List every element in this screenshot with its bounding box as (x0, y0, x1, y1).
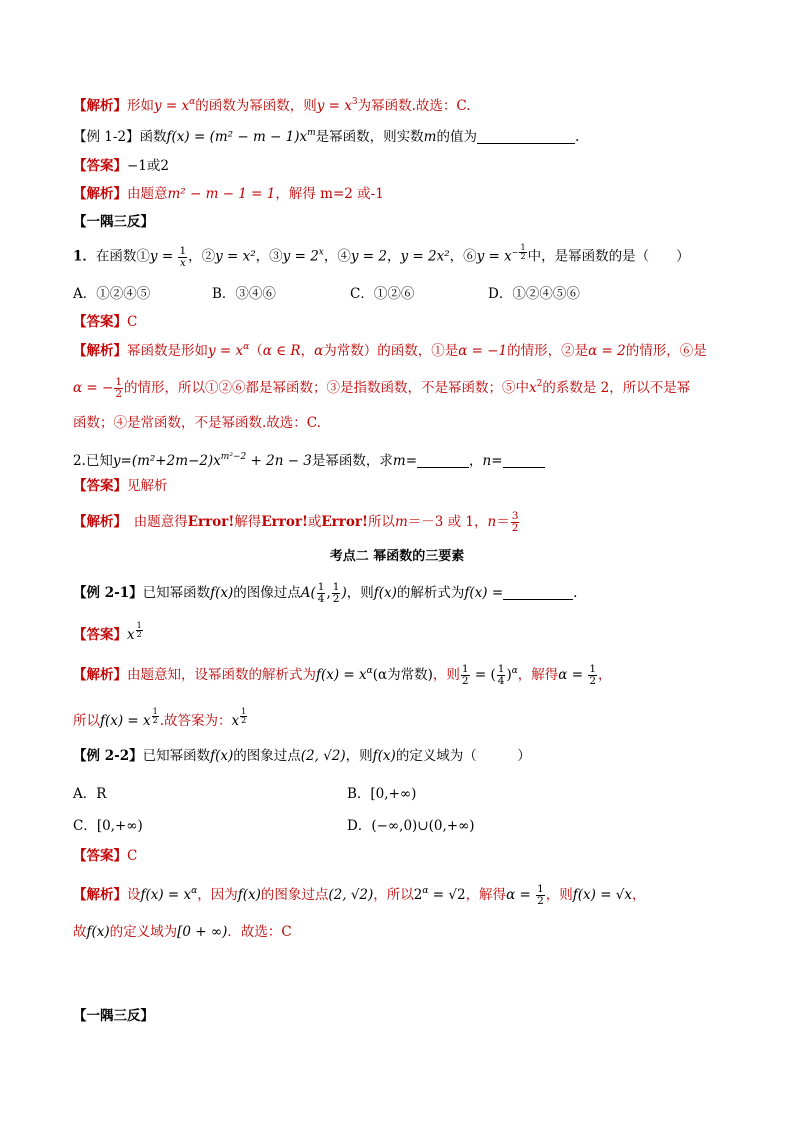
text: 已知幂函数 (142, 748, 211, 764)
text: 形如 (127, 98, 154, 114)
question-1 (73, 244, 690, 269)
numerator: 1 (332, 581, 340, 593)
text: 幂函数是形如 (127, 343, 208, 359)
denominator: 2 (152, 716, 158, 725)
exponent (135, 621, 144, 639)
text: 已知幂函数 (142, 585, 211, 601)
circled-number: ② (201, 248, 216, 265)
text: 是幂函数，则实数 (315, 129, 424, 145)
text: ，解得 m=2 或-1 (275, 186, 384, 202)
formula: (2, √2) (328, 887, 374, 903)
formula: = √2 (428, 887, 466, 903)
text: 的图象过点 (260, 887, 329, 903)
analysis-text (120, 510, 520, 534)
formula: f(x) (237, 887, 261, 903)
formula: x (127, 627, 135, 643)
text: 的情形， (625, 343, 680, 359)
analysis-text (127, 663, 612, 687)
text: 的情形，所以①②⑥都是幂函数；③是指数函数，不是幂函数；⑤中 (124, 380, 530, 396)
text: ， (469, 453, 483, 469)
exponent: α (189, 97, 196, 107)
formula: y = x² (215, 248, 256, 265)
fraction (461, 664, 470, 687)
option-d: D．(−∞,0)∪(0,+∞) (347, 818, 475, 834)
exponent: m²−2 (220, 452, 247, 462)
formula: α = − (73, 380, 114, 396)
formula: m² − m − 1 = 1 (167, 186, 276, 202)
answer-line (73, 622, 144, 645)
text: ，解得 (465, 887, 507, 903)
formula: ) (341, 585, 347, 601)
variable: m (392, 453, 406, 469)
formula: y = (149, 248, 178, 265)
text: ， (255, 248, 270, 265)
text: ＝－3 或 1， (407, 514, 488, 530)
analysis-line-1 (73, 341, 707, 361)
denominator: 2 (520, 252, 526, 261)
text: ，则 (545, 887, 573, 903)
formula: A( (300, 585, 316, 601)
option-b: B．③④⑥ (212, 286, 276, 302)
denominator: 2 (589, 675, 596, 687)
fraction (114, 377, 123, 400)
numerator: 1 (537, 883, 544, 895)
text: 的系数是 2，所以不是幂 (542, 380, 691, 396)
formula: [0 + ∞) (177, 924, 228, 940)
numerator: 1 (179, 244, 187, 257)
answer-blank (477, 129, 575, 144)
circled-number: ⑥ (463, 248, 477, 265)
numerator: 1 (497, 663, 505, 675)
formula: α (314, 343, 324, 359)
text: ，则 (346, 585, 374, 601)
variable: n (482, 453, 492, 469)
analysis-tag: 【解析】 (73, 514, 121, 530)
formula: (2, √2) (300, 748, 346, 764)
analysis-text (127, 883, 646, 907)
text: 设 (127, 887, 141, 903)
text: 解得 (234, 514, 262, 530)
fraction (152, 708, 159, 725)
fraction (332, 582, 341, 605)
formula: x (231, 713, 240, 729)
analysis-text (127, 186, 384, 202)
formula: α ∈ R (262, 343, 301, 359)
formula: f(x) = x (140, 887, 192, 903)
text: 的解析式为 (396, 585, 465, 601)
text: 由题意知，设幂函数的解析式为 (127, 667, 316, 683)
formula: = ( (470, 667, 496, 683)
analysis-line-1 (73, 96, 471, 116)
denominator: 4 (317, 593, 325, 605)
numerator: 1 (136, 621, 142, 630)
text: .故答案为： (159, 713, 232, 729)
circled-number: ③ (269, 248, 283, 265)
example-label: 【例 2-1】 (73, 585, 143, 601)
exponent: m (307, 128, 316, 138)
exponent: 3 (351, 97, 358, 107)
text: . (573, 585, 578, 601)
numerator: 1 (241, 707, 247, 716)
text: 中，是幂函数的是（ ） (527, 248, 690, 265)
text: 所以 (73, 713, 100, 729)
example-1-2 (73, 127, 579, 147)
analysis-tag: 【解析】 (73, 98, 127, 114)
formula: f(x) = x (100, 713, 151, 729)
formula: y = 2x² (400, 248, 450, 265)
answer-tag: 【答案】 (73, 627, 127, 643)
denominator: 2 (537, 895, 544, 907)
denominator: 2 (511, 522, 519, 534)
error-text: Error! (187, 514, 235, 530)
formula: 2 (413, 887, 423, 903)
text: 的图像过点 (233, 585, 301, 601)
minus: − (511, 247, 519, 257)
text: = (405, 453, 418, 469)
formula: y = x (316, 98, 352, 114)
denominator: 2 (461, 675, 469, 687)
example-label: 【例 1-2】 (73, 129, 140, 145)
text: ，则 (345, 748, 373, 764)
fraction (497, 664, 506, 687)
option-a: A．R (73, 786, 107, 802)
text: 由题意得 (120, 514, 188, 530)
option-a: A．①②④⑤ (73, 286, 151, 302)
text: ， (598, 667, 612, 683)
formula: f(x) (86, 924, 110, 940)
text: 是 (444, 343, 459, 359)
analysis-line-2 (73, 922, 292, 942)
variable: m (394, 514, 408, 530)
formula: f(x) = x (316, 667, 367, 683)
fraction (519, 244, 526, 261)
option-d: D．①②④⑤⑥ (488, 286, 580, 302)
formula: y=(m²+2m−2)x (112, 453, 221, 469)
variable: m (423, 129, 437, 145)
denominator: x (179, 256, 186, 269)
fraction (136, 622, 143, 639)
question-2 (73, 451, 545, 471)
answer-tag: 【答案】 (73, 478, 127, 494)
text: 的情形， (507, 343, 562, 359)
text: 为幂函数.故选：C. (357, 98, 471, 114)
option-b: B．[0,+∞) (347, 786, 417, 802)
analysis-line-1 (73, 664, 612, 687)
text: ， (300, 343, 315, 359)
answer-line (73, 156, 169, 176)
text: ， (387, 248, 401, 265)
example-2-2 (73, 746, 531, 766)
formula: f(x) (372, 748, 396, 764)
formula: y = 2 (282, 248, 319, 265)
text: ，因为 (197, 887, 238, 903)
text: 是幂函数，求 (311, 453, 393, 469)
formula: α = 2 (588, 343, 626, 359)
text: 所以 (367, 514, 395, 530)
numerator: 1 (461, 663, 469, 675)
numerator: 1 (589, 663, 596, 675)
answer-value: C (127, 848, 138, 864)
denominator: 2 (241, 716, 247, 725)
text: ．故选：C (227, 924, 292, 940)
analysis-line-3: 函数；④是常函数，不是幂函数.故选：C. (73, 415, 321, 431)
exponent (511, 243, 528, 261)
formula: x (529, 380, 537, 396)
exponent: α (243, 342, 250, 352)
answer-value: C (127, 314, 138, 330)
answer-tag: 【答案】 (73, 314, 127, 330)
numerator: 3 (511, 510, 519, 522)
circled-number: ① (136, 248, 150, 265)
formula: + 2n − 3 (246, 453, 312, 469)
answer-tag: 【答案】 (73, 848, 127, 864)
circled-number: ⑥ (679, 343, 694, 359)
text: 由题意 (127, 186, 168, 202)
text: 或 (307, 514, 322, 530)
analysis-tag: 【解析】 (73, 186, 127, 202)
analysis-tag: 【解析】 (73, 343, 127, 359)
formula: f(x) = √x (572, 887, 633, 903)
exponent (151, 707, 160, 725)
text: ， (188, 248, 202, 265)
text: 是 (693, 343, 707, 359)
answer-tag: 【答案】 (73, 158, 127, 174)
text: 故 (73, 924, 87, 940)
formula: α = −1 (458, 343, 508, 359)
answer-blank (503, 453, 545, 468)
exponent: α (511, 666, 518, 676)
text: ， (632, 887, 646, 903)
analysis-line (73, 184, 384, 204)
fraction (588, 664, 597, 687)
exponent (239, 707, 248, 725)
formula: α = (506, 887, 536, 903)
fraction (511, 511, 520, 534)
exponent: x (318, 247, 324, 258)
formula: α = (558, 667, 588, 683)
formula: f(x) = (464, 585, 504, 601)
fraction (240, 708, 247, 725)
circled-number: ① (431, 343, 445, 359)
analysis-text (127, 98, 471, 114)
section-heading: 【一隅三反】 (73, 1008, 154, 1024)
text: 在函数 (95, 248, 137, 265)
text: 的图象过点 (233, 748, 301, 764)
text: ， (449, 248, 464, 265)
answer-line (73, 312, 137, 332)
denominator: 2 (136, 630, 142, 639)
formula: f(x) = (m² − m − 1)x (166, 129, 308, 145)
formula: f(x) (210, 748, 234, 764)
circled-number: ④ (337, 248, 351, 265)
text: （ (249, 343, 263, 359)
numerator: 1 (115, 376, 123, 388)
numerator: 1 (317, 581, 325, 593)
formula: f(x) (373, 585, 397, 601)
section-heading: 【一隅三反】 (73, 214, 154, 230)
analysis-line-1 (73, 884, 646, 907)
analysis-line (73, 511, 520, 534)
fraction (536, 884, 545, 907)
text: = (491, 453, 503, 469)
text: ＝ (496, 514, 510, 530)
denominator: 2 (115, 388, 123, 400)
formula: y = x (154, 98, 190, 114)
numerator: 1 (152, 707, 158, 716)
option-c: C．[0,+∞) (73, 818, 143, 834)
text: 的定义域为（ ） (395, 748, 531, 764)
denominator: 2 (332, 593, 340, 605)
error-text: Error! (321, 514, 368, 530)
text: ，解得 (517, 667, 559, 683)
text: 的定义域为 (109, 924, 178, 940)
formula: ) (506, 667, 512, 683)
example-2-1 (73, 582, 577, 605)
circled-number: ② (561, 343, 575, 359)
text: (α为常数) (372, 667, 433, 683)
formula: y = x (208, 343, 244, 359)
answer-blank (417, 453, 469, 468)
text: 是 (574, 343, 589, 359)
text: ，则 (432, 667, 460, 683)
answer-line (73, 476, 168, 496)
text: ，所以 (373, 887, 414, 903)
text: , (326, 585, 331, 601)
variable: n (487, 514, 497, 530)
analysis-text (127, 343, 707, 359)
text: 的函数为幂函数，则 (195, 98, 317, 114)
answer-blank (503, 585, 573, 600)
analysis-tag: 【解析】 (73, 667, 127, 683)
answer-line (73, 846, 137, 866)
section-title: 考点二 幂函数的三要素 (329, 549, 465, 564)
answer-value: −1或2 (127, 158, 169, 174)
fraction (317, 582, 326, 605)
option-c: C．①②⑥ (350, 286, 415, 302)
formula: y = 2 (350, 248, 387, 265)
denominator: 4 (497, 675, 505, 687)
question-number: 1． (73, 248, 96, 265)
text: 函数 (139, 129, 167, 145)
formula: y = x (476, 248, 512, 265)
text: . (574, 129, 580, 145)
example-label: 【例 2-2】 (73, 748, 143, 764)
formula: f(x) (210, 585, 234, 601)
error-text: Error! (261, 514, 308, 530)
exponent: α (422, 886, 429, 896)
text: 的值为 (436, 129, 477, 145)
fraction (178, 246, 187, 269)
analysis-line-2 (73, 377, 690, 400)
text: 为常数）的函数， (323, 343, 432, 359)
analysis-tag: 【解析】 (73, 887, 127, 903)
exponent: α (366, 666, 373, 676)
exponent: α (191, 886, 198, 896)
numerator: 1 (520, 243, 526, 252)
text: 2.已知 (73, 453, 113, 469)
text: ， (323, 248, 338, 265)
exponent: 2 (536, 379, 543, 389)
answer-value: 见解析 (127, 478, 168, 494)
analysis-line-2 (73, 708, 248, 731)
